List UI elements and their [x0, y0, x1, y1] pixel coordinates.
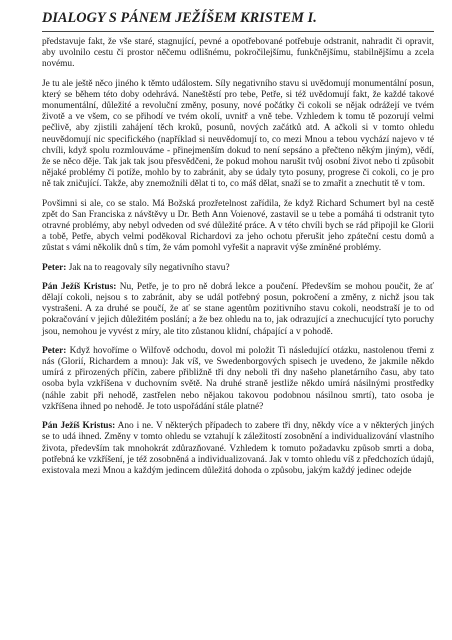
paragraph-text: Je tu ale ještě něco jiného k těmto událostem. Síly negativního stavu si uvědomují monumentální posun, který se během této doby odehrává. Naneštěstí pro tebe, Petře, si též uvědomují fakt, že každé takové monumentální, důležité a revoluční změny, posuny, nové počátky či cokoli se nějak odrážejí ve tvém životě a ve všem, co se přihodí ve tvém okolí, uvnitř a vně tebe. Vzhledem k tomu tě pozorují velmi pečlivě, aby zjistili zahájení těch kroků, posunů, nových začátků atd. A ačkoli si v tomto ohledu neuvědomují nic specifického (například si neuvědomují to, co mezi Mnou a tebou vychází najevo v té chvíli, když spolu rozmlouváme - přinejmenším dokud to není sepsáno a přečteno někým jiným), vědí, že se něco děje. Tak jak tak jsou přesvědčeni, že pokud mohou narušit tvůj osobní život nebo ti způsobit nějaké problémy či potíže, mohlo by to zabránit, aby se údaly tyto posuny, progrese či cokoli, co je pro ně tak zničující. Takže, aby znemožnili dělat ti to, co máš dělat, snaží se to zmařit a znechutit tě v tom.	[42, 78, 434, 190]
document-body	[42, 37, 434, 477]
paragraph-text: Jak na to reagovaly síly negativního stavu?	[66, 262, 230, 273]
paragraph-text: Když hovoříme o Wilfově odchodu, dovol mi položit Ti následující otázku, nastolenou třemi z nás (Glorií, Richardem a mnou): Jak víš, ve Swedenborgových spisech je uvedeno, že jakmile někdo umírá z přirozených příčin, zabere přibližně tři dny neboli tři dny našeho planetárního času, aby tato osoba byla vzkříšena v duchovním světě. Na druhé straně jestliže někdo umírá násilnými prostředky (náhle zabit při nehodě, zastřelen nebo nějakou takovou podobnou násilnou smrtí), tato osoba je vzkříšena ihned po nehodě. Je toto uspořádání stále platné?	[42, 345, 434, 412]
paragraph	[42, 263, 434, 274]
paragraph	[42, 346, 434, 413]
paragraph-text: Nu, Petře, je to pro ně dobrá lekce a poučení. Především se mohou poučit, že ať dělají cokoli, nejsou s to zabránit, aby se udál potřebný posun, pokročení a změny, z nichž jsou tak vystrašeni. A za druhé se poučí, že ať se stane agentům pozitivního stavu cokoli, neodstraší je to od pokračování v jejich důležitém poslání; a že bez ohledu na to, jak odrazující a znechucující tyto poruchy jsou, nemohou je vyvést z míry, ale tito zůstanou klidní, chápající a v pohodě.	[42, 281, 434, 337]
paragraph	[42, 421, 434, 477]
paragraph-text: Ano i ne. V některých případech to zabere tři dny, někdy více a v některých jiných se to udá ihned. Změny v tomto ohledu se vztahují k záležitostí zosobnění a individualizování vlastního života, především tak mnohokrát zdůrazňované. Vzhledem k tomuto požadavku způsob smrti a doba, potřebná ke vzkříšení, je též zosobněná a individualizovaná. Jak v tomto ohledu víš z předchozích údajů, existovala mezi Mnou a každým jedincem důležitá dohoda o způsobu, jakým každý jedinec odejde	[42, 421, 434, 476]
speaker-label: Pán Ježíš Kristus:	[42, 281, 117, 292]
paragraph	[42, 37, 434, 71]
paragraph	[42, 282, 434, 338]
paragraph-text: představuje fakt, že vše staré, stagnující, pevné a opotřebované potřebuje odstranit, nahradit či opravit, aby uvolnilo cestu či prostor něčemu odlišnému, pokročilejšímu, funkčnějšímu, stabilnějšímu a zcela novému.	[42, 37, 434, 70]
paragraph	[42, 79, 434, 191]
paragraph	[42, 199, 434, 255]
speaker-label: Peter:	[42, 262, 67, 273]
header-divider	[42, 31, 434, 32]
paragraph-text: Povšimni si ale, co se stalo. Má Božská prozřetelnost zařídila, že když Richard Schumert byl na cestě zpět do San Franciska z návštěvy u Dr. Beth Ann Voienové, zastavil se u tebe a pomáhá ti odstranit tyto otravné problémy, aby nebyl odveden od své důležité práce. A v této chvíli bych se rád připojil ke Glorii a tobě, Petře, abych velmi poděkoval Richardovi za jeho ochotu přerušit jeho zpáteční cestu domů a zůstat s vámi několik dnů s tím, že vám pomohl vyřešit a napravit výše zmíněné problémy.	[42, 198, 434, 254]
speaker-label: Pán Ježíš Kristus:	[42, 421, 116, 432]
speaker-label: Peter:	[42, 345, 67, 356]
running-header: DIALOGY S PÁNEM JEŽÍŠEM KRISTEM I.	[42, 10, 317, 26]
